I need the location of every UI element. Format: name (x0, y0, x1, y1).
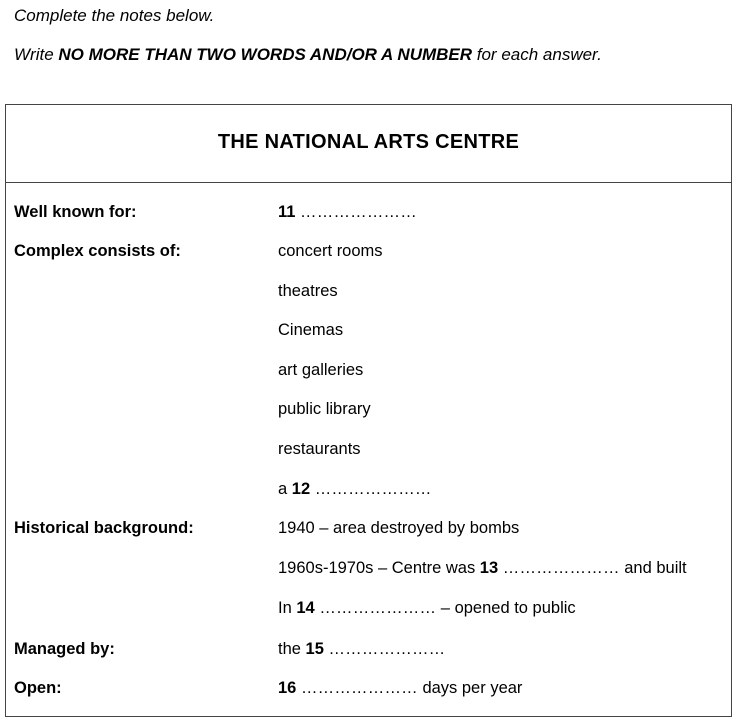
notes-row (6, 321, 731, 343)
question-number: 14 (296, 599, 315, 617)
answer-blank[interactable]: ………………… (300, 679, 418, 697)
answer-blank[interactable]: ………………… (300, 203, 417, 221)
notes-row (6, 559, 731, 581)
notes-row (6, 242, 731, 264)
notes-row (6, 282, 731, 304)
notes-row (6, 480, 731, 502)
question-number: 11 (278, 203, 296, 221)
row-label: Historical background: (14, 519, 194, 537)
answer-blank[interactable]: ………………… (314, 480, 432, 498)
question-number: 16 (278, 679, 297, 697)
question-number: 12 (291, 480, 311, 498)
row-label: Managed by: (14, 640, 115, 658)
value-after: – opened to public (436, 599, 576, 617)
notes-row (6, 640, 731, 662)
row-value: public library (278, 400, 371, 418)
answer-blank[interactable]: ………………… (502, 559, 620, 577)
notes-header (6, 105, 731, 183)
notes-row (6, 679, 731, 701)
row-value (278, 679, 522, 698)
value-after: days per year (417, 679, 523, 697)
question-number: 13 (479, 559, 499, 577)
value-before: a (278, 480, 292, 498)
notes-title: THE NATIONAL ARTS CENTRE (217, 131, 520, 153)
value-before: 1960s-1970s – Centre was (278, 559, 480, 577)
row-value: art galleries (278, 361, 364, 379)
instruction-suffix: for each answer. (472, 45, 602, 64)
row-value (278, 480, 432, 499)
question-number: 15 (305, 640, 324, 658)
notes-row (6, 203, 731, 225)
row-value (278, 203, 417, 222)
row-value (278, 599, 576, 618)
instruction-line-2 (14, 45, 602, 65)
answer-blank[interactable]: ………………… (319, 599, 437, 617)
row-label: Open: (14, 679, 62, 697)
row-label: Complex consists of: (14, 242, 181, 260)
notes-row (6, 361, 731, 383)
row-label: Well known for: (14, 203, 137, 221)
notes-box (5, 104, 732, 717)
row-value: theatres (278, 282, 338, 300)
row-value (278, 559, 687, 578)
instruction-prefix: Write (14, 45, 59, 64)
notes-row (6, 400, 731, 422)
row-value: restaurants (278, 440, 361, 458)
instruction-word-limit: NO MORE THAN TWO WORDS AND/OR A NUMBER (58, 45, 473, 64)
value-after: and built (619, 559, 687, 577)
notes-row (6, 440, 731, 462)
answer-blank[interactable]: ………………… (328, 640, 446, 658)
row-value: 1940 – area destroyed by bombs (278, 519, 520, 537)
value-before: the (278, 640, 306, 658)
value-before: In (278, 599, 297, 617)
row-value (278, 640, 445, 659)
row-value: Cinemas (278, 321, 344, 339)
notes-row (6, 519, 731, 541)
notes-row (6, 599, 731, 621)
instruction-line-1: Complete the notes below. (14, 6, 215, 25)
row-value: concert rooms (278, 242, 383, 260)
